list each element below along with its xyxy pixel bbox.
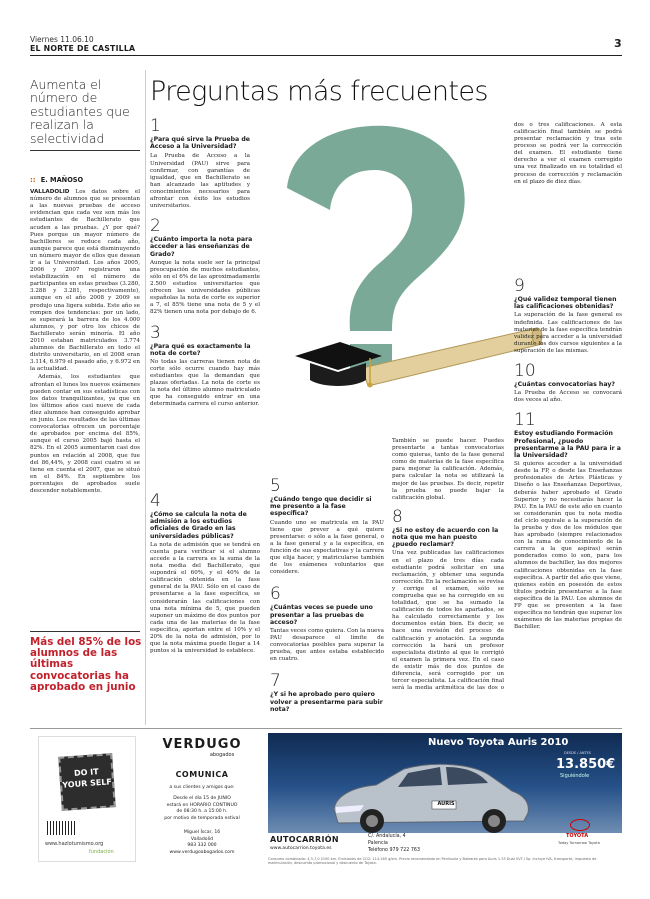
sidebar-paragraph-2: Además, los estudiantes que afrontan el lunes los nuevos exámenes pueden contar en sus estadísticas con los datos tranquilizantes, ya que en los últimos años casi nueve de cada diez alumnos han conseguido aprobar en junio. Los resultados de las últimas convocatorias ofrecen un porcentaje de aprobados por encima del 85%, aunque el curso 2005 bajó hasta el 82%. En el 2005 aumentaron casi dos puntos en relación al 2008, que fue del 86,44%, y 2008 casi cuatro si se tiene en cuenta el 2007, que se situó en el 84%. En septiembre los porcentajes de aprobados suele descender notablemente. [30,374,140,494]
dealer-city: Palencia [368,841,388,846]
verdugo-contact [146,830,258,856]
q2-question: ¿Cuánto importa la nota para acceder a las enseñanzas de Grado? [150,236,253,258]
q10-number: 10 [514,360,536,381]
toyota-small-note: DESDE / ANTES [564,751,592,755]
q8-continuation-text: dos o tres calificaciones. A esta calificación final también se podrá presentar reclamación y tras este proceso se podrá ver la corrección del examen. El estudiante tiene derecho a ver el examen corregido una vez finalizado en su totalidad el proceso de corrección y reclamación en el plazo de diez días. [514,121,622,185]
verdugo-sub: abogados [209,752,235,758]
q7-question: ¿Y si he aprobado pero quiero volver a presentarme para subir nota? [270,691,383,713]
q3-question: ¿Para qué es exactamente la nota de corte? [150,342,251,357]
q2-answer: Aunque la nota suele ser la principal preocupación de muchos estudiantes, sólo en el 6% de las aproximadamente 2.500 estudios universitarios que ofrecen las universidades públicas españolas la nota de corte es superior a 7, el 85% tiene una nota de 5 y el 82% tienen una nota por debajo de 6. [150,259,260,316]
q9-answer: La superación de la fase general es indefinida. Las calificaciones de las materias de la fase específica tendrán validez para acceder a la universidad durante los dos cursos siguientes a la superación de las mismas. [514,312,622,354]
q3-answer: No todas las carreras tienen nota de corte sólo ocurre cuando hay más estudiantes que la demandan que plazas ofertadas. La nota de corte es la nota del último alumno matriculado que ha conseguido entrar en una determinada carrera el curso anterior. [150,358,260,408]
dealer-web[interactable]: www.autocarrion.toyota.es [270,846,332,851]
q3-number: 3 [150,322,161,343]
diy-barcode [47,821,77,835]
toyota-title: Nuevo Toyota Auris 2010 [428,737,569,748]
q11-answer: Si quieres acceder a la universidad desde la FP, o desde las Enseñanzas profesionales de Artes Plásticas y Diseño o las Enseñanzas Deportivas, deberás haber aprobado el Grado Superior y no necesitarás hacer la PAU. En la PAU de este año en cuanto se considerarán que tu nota media del ciclo equivale a la superación de la prueba y dos de los módulos que has aprobado (siempre relacionados con la rama de conocimiento de la carrera a la que aspiras) serán ponderados como lo son, para los alumnos de bachiller, las dos mejores calificaciones obtenidas en la fase específica. A partir del año que viene, quienes estén en posesión de estos títulos podrán presentarse a la fase específica de la PAU. Los alumnos de FP que se presenten a la fase específica no tendrán que superar los exámenes de las materias propias de Bachiller. [514,461,622,631]
dealer-address: C/. Andalucía, 4 [368,834,406,839]
ads-top-rule [30,728,622,729]
sidebar-byline: E. MAÑOSO [40,176,84,185]
q8-answer: Una vez publicadas las calificaciones en el plazo de tres días cada estudiante podrá solicitar en una reclamación, y obtener una segunda corrección. En la reclamación se revisa y corrige el examen, sólo se comprueba que se ha corregido en su totalidad, que se ha sumado la calificación de todos los apartados, se ha calculado correctamente y los documentos están bien. Es decir, se hace una revisión del proceso de calificación y anotación. La segunda corrección la hará un profesor especialista distinto al que le corrigió el examen la primera vez. En el caso de existir más de dos puntos de diferencia, será corregido por un tercer especialista. La calificación final será la media aritmética de las dos o [392,550,504,691]
q2-number: 2 [150,216,161,237]
verdugo-city: Valladolid [190,836,214,842]
pullquote-rule [30,631,140,632]
dealer-phone: Teléfono 979 722 763 [368,848,420,853]
verdugo-address: Miguel Íscar, 16 [183,830,221,836]
toyota-logo-icon [570,819,590,831]
q4-number: 4 [150,491,161,511]
question-mark-illustration [232,118,544,420]
verdugo-line1: a sus clientes y amigos que: [169,785,235,790]
q9-number: 9 [514,276,525,296]
toyota-tagline: Today Tomorrow Toyota [558,841,600,845]
q10-question: ¿Cuántas convocatorias hay? [514,380,615,388]
ad-toyota[interactable] [268,733,622,833]
faq-column-2 [270,478,384,713]
headline: Preguntas más frecuentes [150,76,488,107]
verdugo-title: COMUNICA [175,770,229,779]
verdugo-web[interactable]: www.verdugoabogados.com [169,849,235,855]
q11-number: 11 [514,410,536,431]
sidebar-title: Aumenta el número de estudiantes que realizan la selectividad [30,78,140,151]
header-date: Viernes 11.06.10 [30,35,94,44]
byline-marker: :: [30,176,36,185]
faq-column-4 [514,278,622,651]
sidebar-byline-row [30,167,140,186]
sidebar-paragraph-1: Los datos sobre el número de alumnos que se presentan a las nuevas pruebas de acceso evidencian que cada vez son más los estudiantes de Bachillerato que acuden a las pruebas. ¿Y por qué? Pues porque un mayor número de bachilleres se reduce cada año, aunque parece que está disminuyendo un número mayor de ellos que desean ir a la Universidad. Los años 2005, 2006 y 2007 registraron una estabilización en el número de participantes en estas pruebas (3.280, 3.288 y 3.281, respectivamente), aunque en el año 2008 y 2009 se produjo una ligera subida. Este año se rompen dos tendencias: por un lado, se superará la barrera de los 4.000 alumnos, y por otro los chicos de Bachillerato serán minoría. El año 2010 estaban matriculados 3.774 alumnos de Bachillerato en todo el distrito universitario, en el 2008 eran 3.114, 6.979 el pasado año, y 6.972 en la actualidad. [30,189,140,373]
q4-answer: La nota de admisión que se tendrá en cuenta para verificar si el alumno accede a la carrera es la suma de la nota media del Bachillerato, que supondrá el 60%, y el 40% de la calificación obtenida en la fase general de la PAU. Sólo en el caso de presentarse a la fase específica, se considerarán las calificaciones con una nota mínima de 5, que pueden suponer un máximo de dos puntos por cada una de las materias de la fase específica, aportan entre el 10% y el 20% de la nota de admisión, por lo que la nota máxima puede llegar a 14 puntos si la universidad lo establece. [150,541,260,655]
q7-answer: También se puede hacer. Puedes presentarte a tantas convocatorias como quieras, tanto de la fase general como de materias de la fase específica para mejorar la calificación. Además, para calcular la nota se utilizará la mejor de las pruebas. Es decir, repetir la prueba no puede bajar la calificación global. [392,438,504,501]
verdugo-body-line: de 08:30 h. a 15:00 h. [176,809,228,815]
faq-column-3 [392,438,504,690]
dealer-name: AUTOCARRIÓN [270,835,339,844]
verdugo-phone: 983 332 000 [187,843,217,849]
diy-url[interactable]: www.hazlotumismo.org [45,841,104,847]
toyota-offer-note: Siguiéndole [560,773,590,779]
q5-number: 5 [270,476,281,496]
ad-diy[interactable] [38,736,136,862]
toyota-footnote: Consumo combinado: 4,3-7,0 l/100 km. Emisiones de CO2: 114-165 g/km. Precio recomendado en Península y Baleares para Auris 1.33 Dual VVT-i 5p. Incluye IVA, transporte, impuesto de matriculación, descuento promocional y descuento de Toyota. [268,857,597,866]
verdugo-body-line: por motivo de temporada estival [164,815,240,821]
diy-logo: fundación [89,849,114,855]
toyota-brand: TOYOTA [566,833,589,839]
q6-answer: Tantas veces como quiera. Con la nueva PAU desaparece el límite de convocatorias posibles para superar la prueba, que antes estaba establecido en cuatro. [270,627,384,663]
q11-question: Estoy estudiando Formación Profesional, ¿puedo presentarme a la PAU para ir a la Universidad? [514,430,621,459]
q6-number: 6 [270,584,281,605]
q4-question: ¿Cómo se calcula la nota de admisión a los estudios oficiales de Grado en las universidades públicas? [150,511,247,540]
q5-question: ¿Cuándo tengo que decidir si me presento a la fase específica? [270,496,372,518]
verdugo-body [146,796,258,822]
q9-question: ¿Qué validez temporal tienen las calificaciones obtenidas? [514,296,617,311]
q1-number: 1 [150,116,161,136]
verdugo-brand: VERDUGO [162,737,242,752]
q6-question: ¿Cuántas veces se puede uno presentar a las pruebas de acceso? [270,604,373,626]
diy-badge-text: DO IT YOUR SELF [62,767,113,790]
q1-question: ¿Para qué sirve la Prueba de Acceso a la Universidad? [150,136,250,151]
q10-answer: La Prueba de Acceso se convocará dos veces al año. [514,390,622,404]
sidebar-divider [145,70,146,725]
toyota-offer: 13.850€ [556,757,616,772]
verdugo-body-line: Desde el día 15 de JUNIO [173,796,231,801]
page-number: 3 [614,37,622,50]
header-rule [30,55,622,56]
sidebar [30,78,140,496]
ad-verdugo[interactable] [146,733,258,865]
lead-city: VALLADOLID [30,189,70,196]
q5-answer: Cuando uno se matricula en la PAU tiene que prever a qué quiere presentarse: o sólo a la fase general, o a la fase general y a la específica, en función de sus expectativas y la carrera que elija hacer, y matricularse también de los exámenes voluntarios que considere. [270,519,384,576]
newspaper-name: EL NORTE DE CASTILLA [30,44,136,53]
q8-question: ¿Si no estoy de acuerdo con la nota que me han puesto ¿puedo reclamar? [392,526,499,549]
q8-answer-continued [514,120,622,270]
car-illustration [324,751,534,833]
q7-number: 7 [270,671,281,692]
faq-q4 [150,493,260,655]
question-mark-icon [287,126,465,331]
faq-column-1 [150,118,260,409]
toyota-info-bar [268,833,622,855]
q1-answer: La Prueba de Acceso a la Universidad (PAU) sirve para confirmar, con garantías de igualdad, que en Bachillerato se han alcanzado las aptitudes y conocimientos necesarios para afrontar con éxito los estudios universitarios. [150,153,250,210]
car-plate: AURIS [437,801,455,807]
q8-number: 8 [392,506,403,527]
pullquote: Más del 85% de los alumnos de las últimas convocatorias ha aprobado en junio [30,636,142,693]
diy-badge [58,753,116,811]
sidebar-body [30,189,140,495]
verdugo-body-line: estará en HORARIO CONTINUO [166,802,238,808]
